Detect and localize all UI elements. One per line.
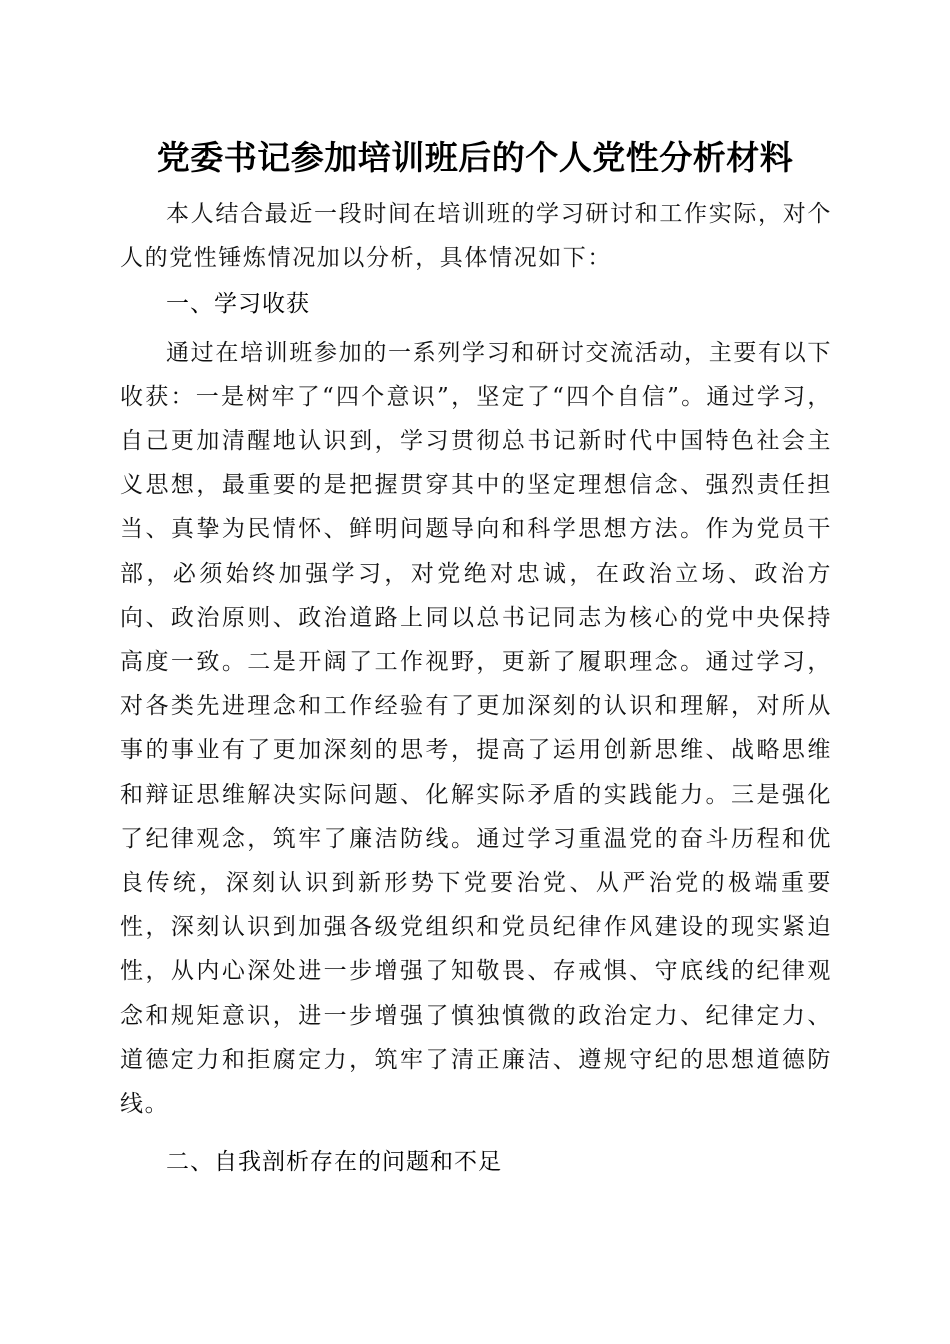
document-title: 党委书记参加培训班后的个人党性分析材料 xyxy=(156,138,794,177)
section-paragraph-learning-gains: 通过在培训班参加的一系列学习和研讨交流活动，主要有以下收获：一是树牢了“四个意识”，坚定了“四个自信”。通过学习，自己更加清醒地认识到，学习贯彻总书记新时代中国特色社会主义思想，最重要的是把握贯穿其中的坚定理想信念、强烈责任担当、真挚为民情怀、鲜明问题导向和科学思想方法。作为党员干部，必须始终加强学习，对党绝对忠诚，在政治立场、政治方向、政治原则、政治道路上同以总书记同志为核心的党中央保持高度一致。二是开阔了工作视野，更新了履职理念。通过学习，对各类先进理念和工作经验有了更加深刻的认识和理解，对所从事的事业有了更加深刻的思考，提高了运用创新思维、战略思维和辩证思维解决实际问题、化解实际矛盾的实践能力。三是强化了纪律观念，筑牢了廉洁防线。通过学习重温党的奋斗历程和优良传统，深刻认识到新形势下党要治党、从严治党的极端重要性，深刻认识到加强各级党组织和党员纪律作风建设的现实紧迫性，从内心深处进一步增强了知敬畏、存戒惧、守底线的纪律观念和规矩意识，进一步增强了慎独慎微的政治定力、纪律定力、道德定力和拒腐定力，筑牢了清正廉洁、遵规守纪的思想道德防线。 xyxy=(120,339,832,1118)
document-body xyxy=(120,192,832,1184)
intro-paragraph: 本人结合最近一段时间在培训班的学习研讨和工作实际，对个人的党性锤炼情况加以分析，具体情况如下： xyxy=(120,201,832,272)
section-heading-self-analysis: 二、自我剖析存在的问题和不足 xyxy=(166,1149,502,1176)
section-heading-learning-gains: 一、学习收获 xyxy=(166,291,310,318)
